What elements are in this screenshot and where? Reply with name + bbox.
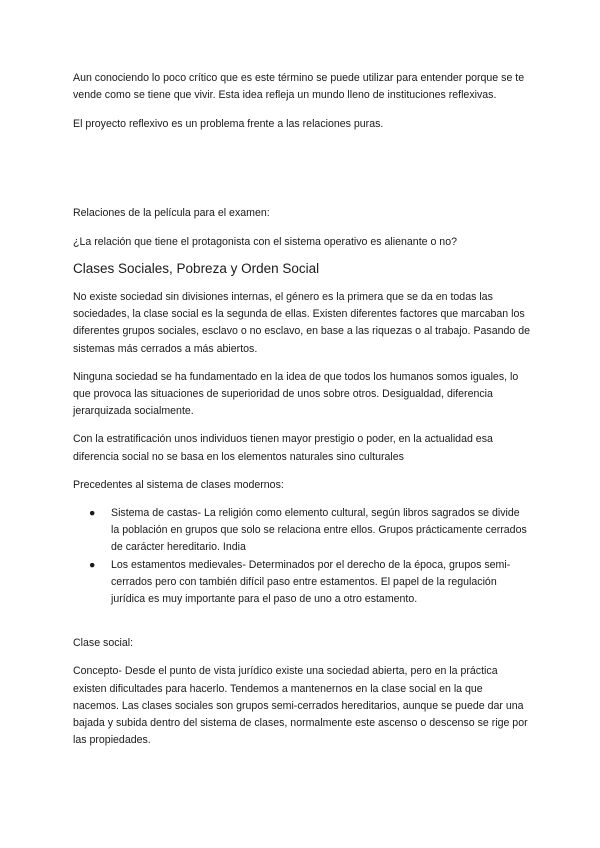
social-class-label: Clase social: [73, 637, 134, 650]
precedents-list [73, 505, 530, 608]
list-item [73, 557, 530, 609]
paragraph-equality: Ninguna sociedad se ha fundamentado en la idea de que todos los humanos somos iguales, lo que provoca las situaciones de superioridad de unos sobre otros. Desigualdad, diferencia jerarquizada socialmente. [73, 370, 519, 418]
paragraph-stratification: Con la estratificación unos individuos tienen mayor prestigio o poder, en la actualidad esa diferencia social no se basa en los elementos naturales sino culturales [73, 433, 493, 463]
list-item [73, 505, 530, 557]
bullet-icon: ● [89, 507, 96, 520]
reflexive-paragraph: El proyecto reflexivo es un problema frente a las relaciones puras. [73, 118, 384, 131]
paragraph-divisions: No existe sociedad sin divisiones internas, el género es la primera que se da en todas las sociedades, la clase social es la segunda de ellas. Existen diferentes factores que marcaban los diferentes grupos sociales, esclavo o no esclavo, en base a las riquezas o al trabajo. Pasando de sistemas más cerrados a más abiertos. [73, 291, 530, 355]
film-question: ¿La relación que tiene el protagonista con el sistema operativo es alienante o no? [73, 235, 457, 248]
precedents-label: Precedentes al sistema de clases modernos: [73, 478, 284, 491]
bullet-icon: ● [89, 558, 96, 571]
list-item-text: Sistema de castas- La religión como elemento cultural, según libros sagrados se divide la población en grupos que solo se relaciona entre ellos. Grupos prácticamente cerrados de carácter hereditario. India [111, 507, 527, 554]
film-relations-label: Relaciones de la película para el examen: [73, 206, 270, 219]
intro-paragraph: Aun conociendo lo poco crítico que es este término se puede utilizar para entender porque se te vende como se tiene que vivir. Esta idea refleja un mundo lleno de instituciones reflexivas. [73, 72, 525, 102]
section-heading: Clases Sociales, Pobreza y Orden Social [73, 261, 320, 277]
concept-paragraph: Concepto- Desde el punto de vista jurídico existe una sociedad abierta, pero en la práctica existen dificultades para hacerlo. Tendemos a mantenernos en la clase social en la que nacemos. Las clases sociales son grupos semi-cerrados hereditarios, aunque se puede dar una bajada y subida dentro del sistema de clases, normalmente este ascenso o descenso se rige por las propiedades. [73, 665, 528, 747]
list-item-text: Los estamentos medievales- Determinados por el derecho de la época, grupos semi-cerrados pero con también difícil paso entre estamentos. El papel de la regulación jurídica es muy importante para el paso de uno a otro estamento. [111, 558, 511, 606]
